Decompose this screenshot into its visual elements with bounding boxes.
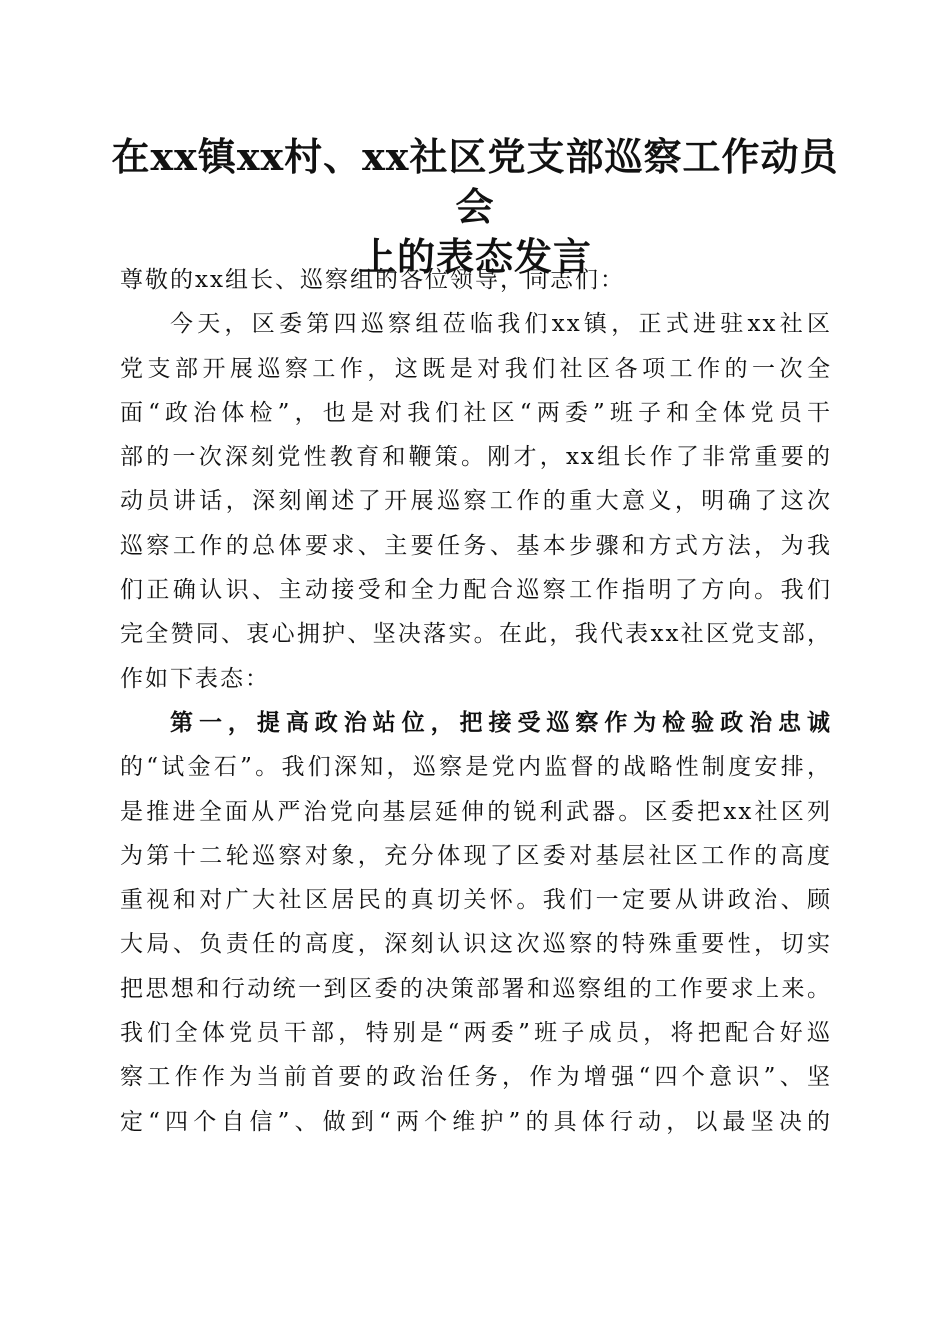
title-line-2: 上的表态发言 — [357, 234, 592, 279]
salutation: 尊敬的xx组长、巡察组的各位领导，同志们： — [120, 267, 625, 293]
paragraph-line: 们正确认识、主动接受和全力配合巡察工作指明了方向。我们 — [120, 577, 832, 604]
paragraph-line: 今天，区委第四巡察组莅临我们xx镇，正式进驻xx社区 — [170, 311, 832, 338]
paragraph-line: 大局、负责任的高度，深刻认识这次巡察的特殊重要性，切实 — [120, 931, 832, 958]
paragraph-line: 完全赞同、衷心拥护、坚决落实。在此，我代表xx社区党支部， — [120, 621, 832, 648]
paragraph-line: 动员讲话，深刻阐述了开展巡察工作的重大意义，明确了这次 — [120, 488, 832, 515]
paragraph-line: 重视和对广大社区居民的真切关怀。我们一定要从讲政治、顾 — [120, 887, 832, 914]
paragraph-line: 党支部开展巡察工作，这既是对我们社区各项工作的一次全 — [120, 355, 832, 382]
paragraph-line: 面“政治体检”，也是对我们社区“两委”班子和全体党员干 — [120, 399, 832, 426]
paragraph-line: 部的一次深刻党性教育和鞭策。刚才，xx组长作了非常重要的 — [120, 444, 832, 471]
paragraph-line: 作如下表态： — [120, 665, 270, 692]
paragraph-2 — [120, 701, 832, 1144]
paragraph-line: 巡察工作的总体要求、主要任务、基本步骤和方式方法，为我 — [120, 532, 832, 559]
paragraph-heading: 第一，提高政治站位，把接受巡察作为检验政治忠诚 — [170, 708, 832, 736]
document-body — [120, 258, 832, 1144]
paragraph-1 — [120, 302, 832, 701]
paragraph-line: 是推进全面从严治党向基层延伸的锐利武器。区委把xx社区列 — [120, 798, 832, 825]
paragraph-line: 我们全体党员干部，特别是“两委”班子成员，将把配合好巡 — [120, 1020, 832, 1047]
paragraph-line: 察工作作为当前首要的政治任务，作为增强“四个意识”、坚 — [120, 1064, 832, 1091]
paragraph-line: 定“四个自信”、做到“两个维护”的具体行动，以最坚决的 — [120, 1108, 832, 1135]
title-line-1: 在xx镇xx村、xx社区党支部巡察工作动员会 — [111, 134, 839, 229]
paragraph-line: 为第十二轮巡察对象，充分体现了区委对基层社区工作的高度 — [120, 842, 832, 869]
paragraph-line: 的“试金石”。我们深知，巡察是党内监督的战略性制度安排， — [120, 754, 832, 781]
paragraph-line: 把思想和行动统一到区委的决策部署和巡察组的工作要求上来。 — [120, 975, 832, 1002]
